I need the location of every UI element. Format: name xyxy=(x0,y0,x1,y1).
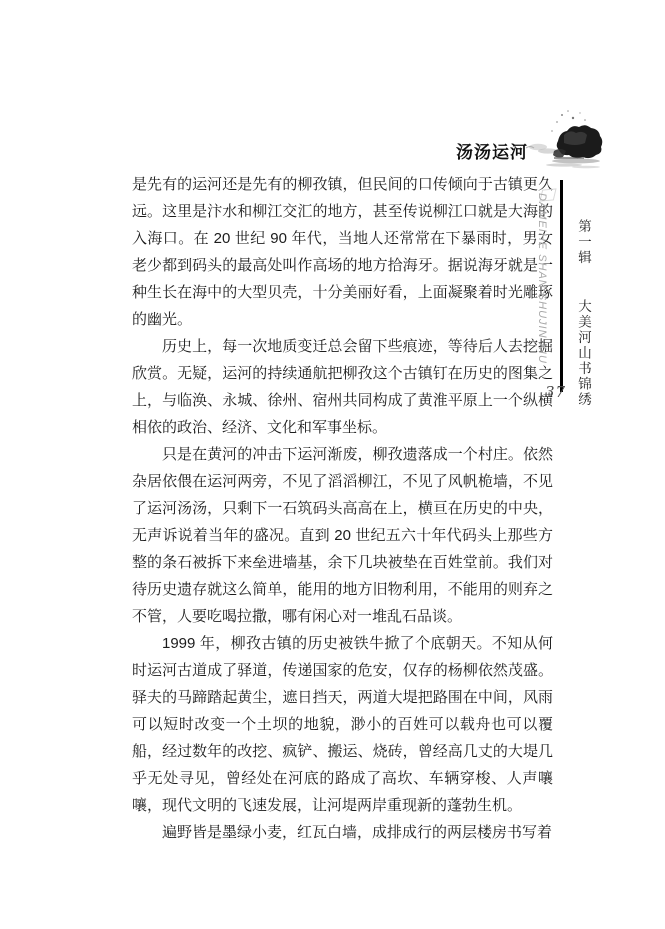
sidebar-rule xyxy=(560,180,563,392)
paragraph: 是先有的运河还是先有的柳孜镇，但民间的口传倾向于古镇更久远。这里是汴水和柳江交汇的地方，甚至传说柳江口就是大海的入海口。在 20 世纪 90 年代，当地人还常常在下暴雨时，男女老少都到码头的最高处叫作高场的地方拾海牙。据说海牙就是一种生长在海中的大型贝壳，十分美丽好看，上面凝聚着时光雕琢的幽光。 xyxy=(132,176,553,328)
volume-label: 第一辑 xyxy=(576,219,591,266)
paragraph: 1999 年，柳孜古镇的历史被铁牛掀了个底朝天。不知从何时运河古道成了驿道，传递国家的危安，仅存的杨柳依然茂盛。驿夫的马蹄踏起黄尘，遮日挡天，两道大堤把路围在中间，风雨可以短时改变一个土坝的地貌，渺小的百姓可以载舟也可以覆船，经过数年的改挖、疯铲、搬运、烧砖，曾经高几丈的大堤几乎无处寻见，曾经处在河底的路成了高坎、车辆穿梭、人声嚷嚷，现代文明的飞速发展，让河堤两岸重现新的蓬勃生机。 xyxy=(132,635,553,814)
paragraph: 遍野皆是墨绿小麦，红瓦白墙，成排成行的两层楼房书写着 xyxy=(162,824,553,841)
running-head-title: 汤汤运河 xyxy=(456,143,528,162)
series-name-chinese xyxy=(574,219,592,407)
ink-painting-icon xyxy=(524,107,616,173)
series-title: 大美河山书锦绣 xyxy=(576,298,591,407)
paragraph: 只是在黄河的冲击下运河渐废，柳孜遗落成一个村庄。依然杂居依偎在运河两旁，不见了滔滔柳江，不见了风帆桅墙，不见了运河汤汤，只剩下一石筑码头高高在上，横亘在历史的中央，无声诉说着当年的盛况。直到 20 世纪五六十年代码头上那些方整的条石被拆下来垒进墙基，余下几块被垫在百姓堂前。我们对待历史遗存就这么简单，能用的地方旧物利用，不能用的则弃之不管，人要吃喝拉撒，哪有闲心对一堆乱石品谈。 xyxy=(132,446,553,625)
paragraph: 历史上，每一次地质变迁总会留下些痕迹，等待后人去挖掘欣赏。无疑，运河的持续通航把柳孜这个古镇钉在历史的图集之上，与临涣、永城、徐州、宿州共同构成了黄淮平原上一个纵横相依的政治、经济、文化和军事坐标。 xyxy=(132,338,553,436)
body-text xyxy=(132,171,553,846)
series-name-latin: DAMEIHE SHAN SHUJIN XIU xyxy=(536,193,548,364)
page-number: 37 xyxy=(545,383,567,401)
